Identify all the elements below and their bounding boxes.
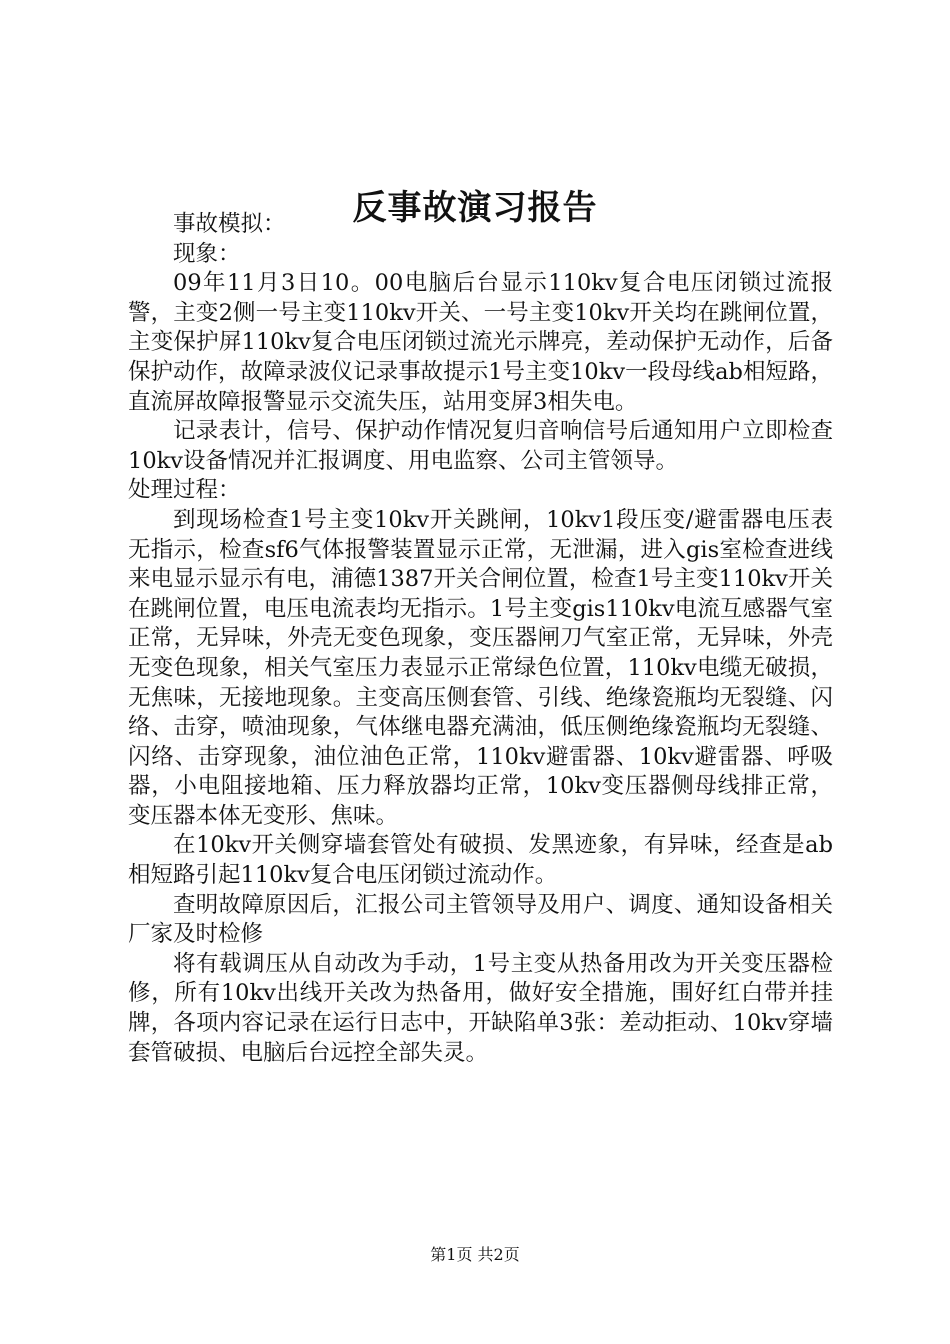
paragraph-recording: 记录表计，信号、保护动作情况复归音响信号后通知用户立即检查10kv设备情况并汇报调度、用电监察、公司主管领导。: [128, 418, 833, 474]
document-body: [128, 210, 833, 1068]
section-heading-simulation: 事故模拟：: [173, 211, 286, 237]
section-heading-process: 处理过程：: [128, 477, 241, 504]
paragraph-phenomenon: 09年11月3日10。00电脑后台显示110kv复合电压闭锁过流报警，主变2侧一号主变110kv开关、一号主变10kv开关均在跳闸位置，主变保护屏110kv复合电压闭锁过流光示牌亮，差动保护无动作，后备保护动作，故障录波仪记录事故提示1号主变10kv一段母线ab相短路，直流屏故障报警显示交流失压，站用变屏3相失电。: [128, 270, 833, 415]
page-number: 第1页 共2页: [430, 1245, 520, 1264]
section-heading-phenomenon: 现象：: [173, 240, 241, 267]
paragraph-measures: 将有载调压从自动改为手动，1号主变从热备用改为开关变压器检修，所有10kv出线开关改为热备用，做好安全措施，围好红白带并挂牌，各项内容记录在运行日志中，开缺陷单3张：差动拒动、10kv穿墙套管破损、电脑后台远控全部失灵。: [128, 950, 833, 1066]
paragraph-cause: 在10kv开关侧穿墙套管处有破损、发黑迹象，有异味，经查是ab相短路引起110kv复合电压闭锁过流动作。: [128, 832, 833, 889]
paragraph-report: 查明故障原因后，汇报公司主管领导及用户、调度、通知设备相关厂家及时检修: [128, 891, 833, 948]
paragraph-inspection: 到现场检查1号主变10kv开关跳闸，10kv1段压变/避雷器电压表无指示，检查sf6气体报警装置显示正常，无泄漏，进入gis室检查进线来电显示显示有电，浦德1387开关合闸位置，检查1号主变110kv开关在跳闸位置，电压电流表均无指示。1号主变gis110kv电流互感器气室正常，无异味，外壳无变色现象，变压器闸刀气室正常，无异味，外壳无变色现象，相关气室压力表显示正常绿色位置，110kv电缆无破损，无焦味，无接地现象。主变高压侧套管、引线、绝缘瓷瓶均无裂缝、闪络、击穿，喷油现象，气体继电器充满油，低压侧绝缘瓷瓶均无裂缝、闪络、击穿现象，油位油色正常，110kv避雷器、10kv避雷器、呼吸器，小电阻接地箱、压力释放器均正常，10kv变压器侧母线排正常，变压器本体无变形、焦味。: [128, 506, 833, 829]
document-title: 反事故演习报告: [352, 188, 598, 228]
